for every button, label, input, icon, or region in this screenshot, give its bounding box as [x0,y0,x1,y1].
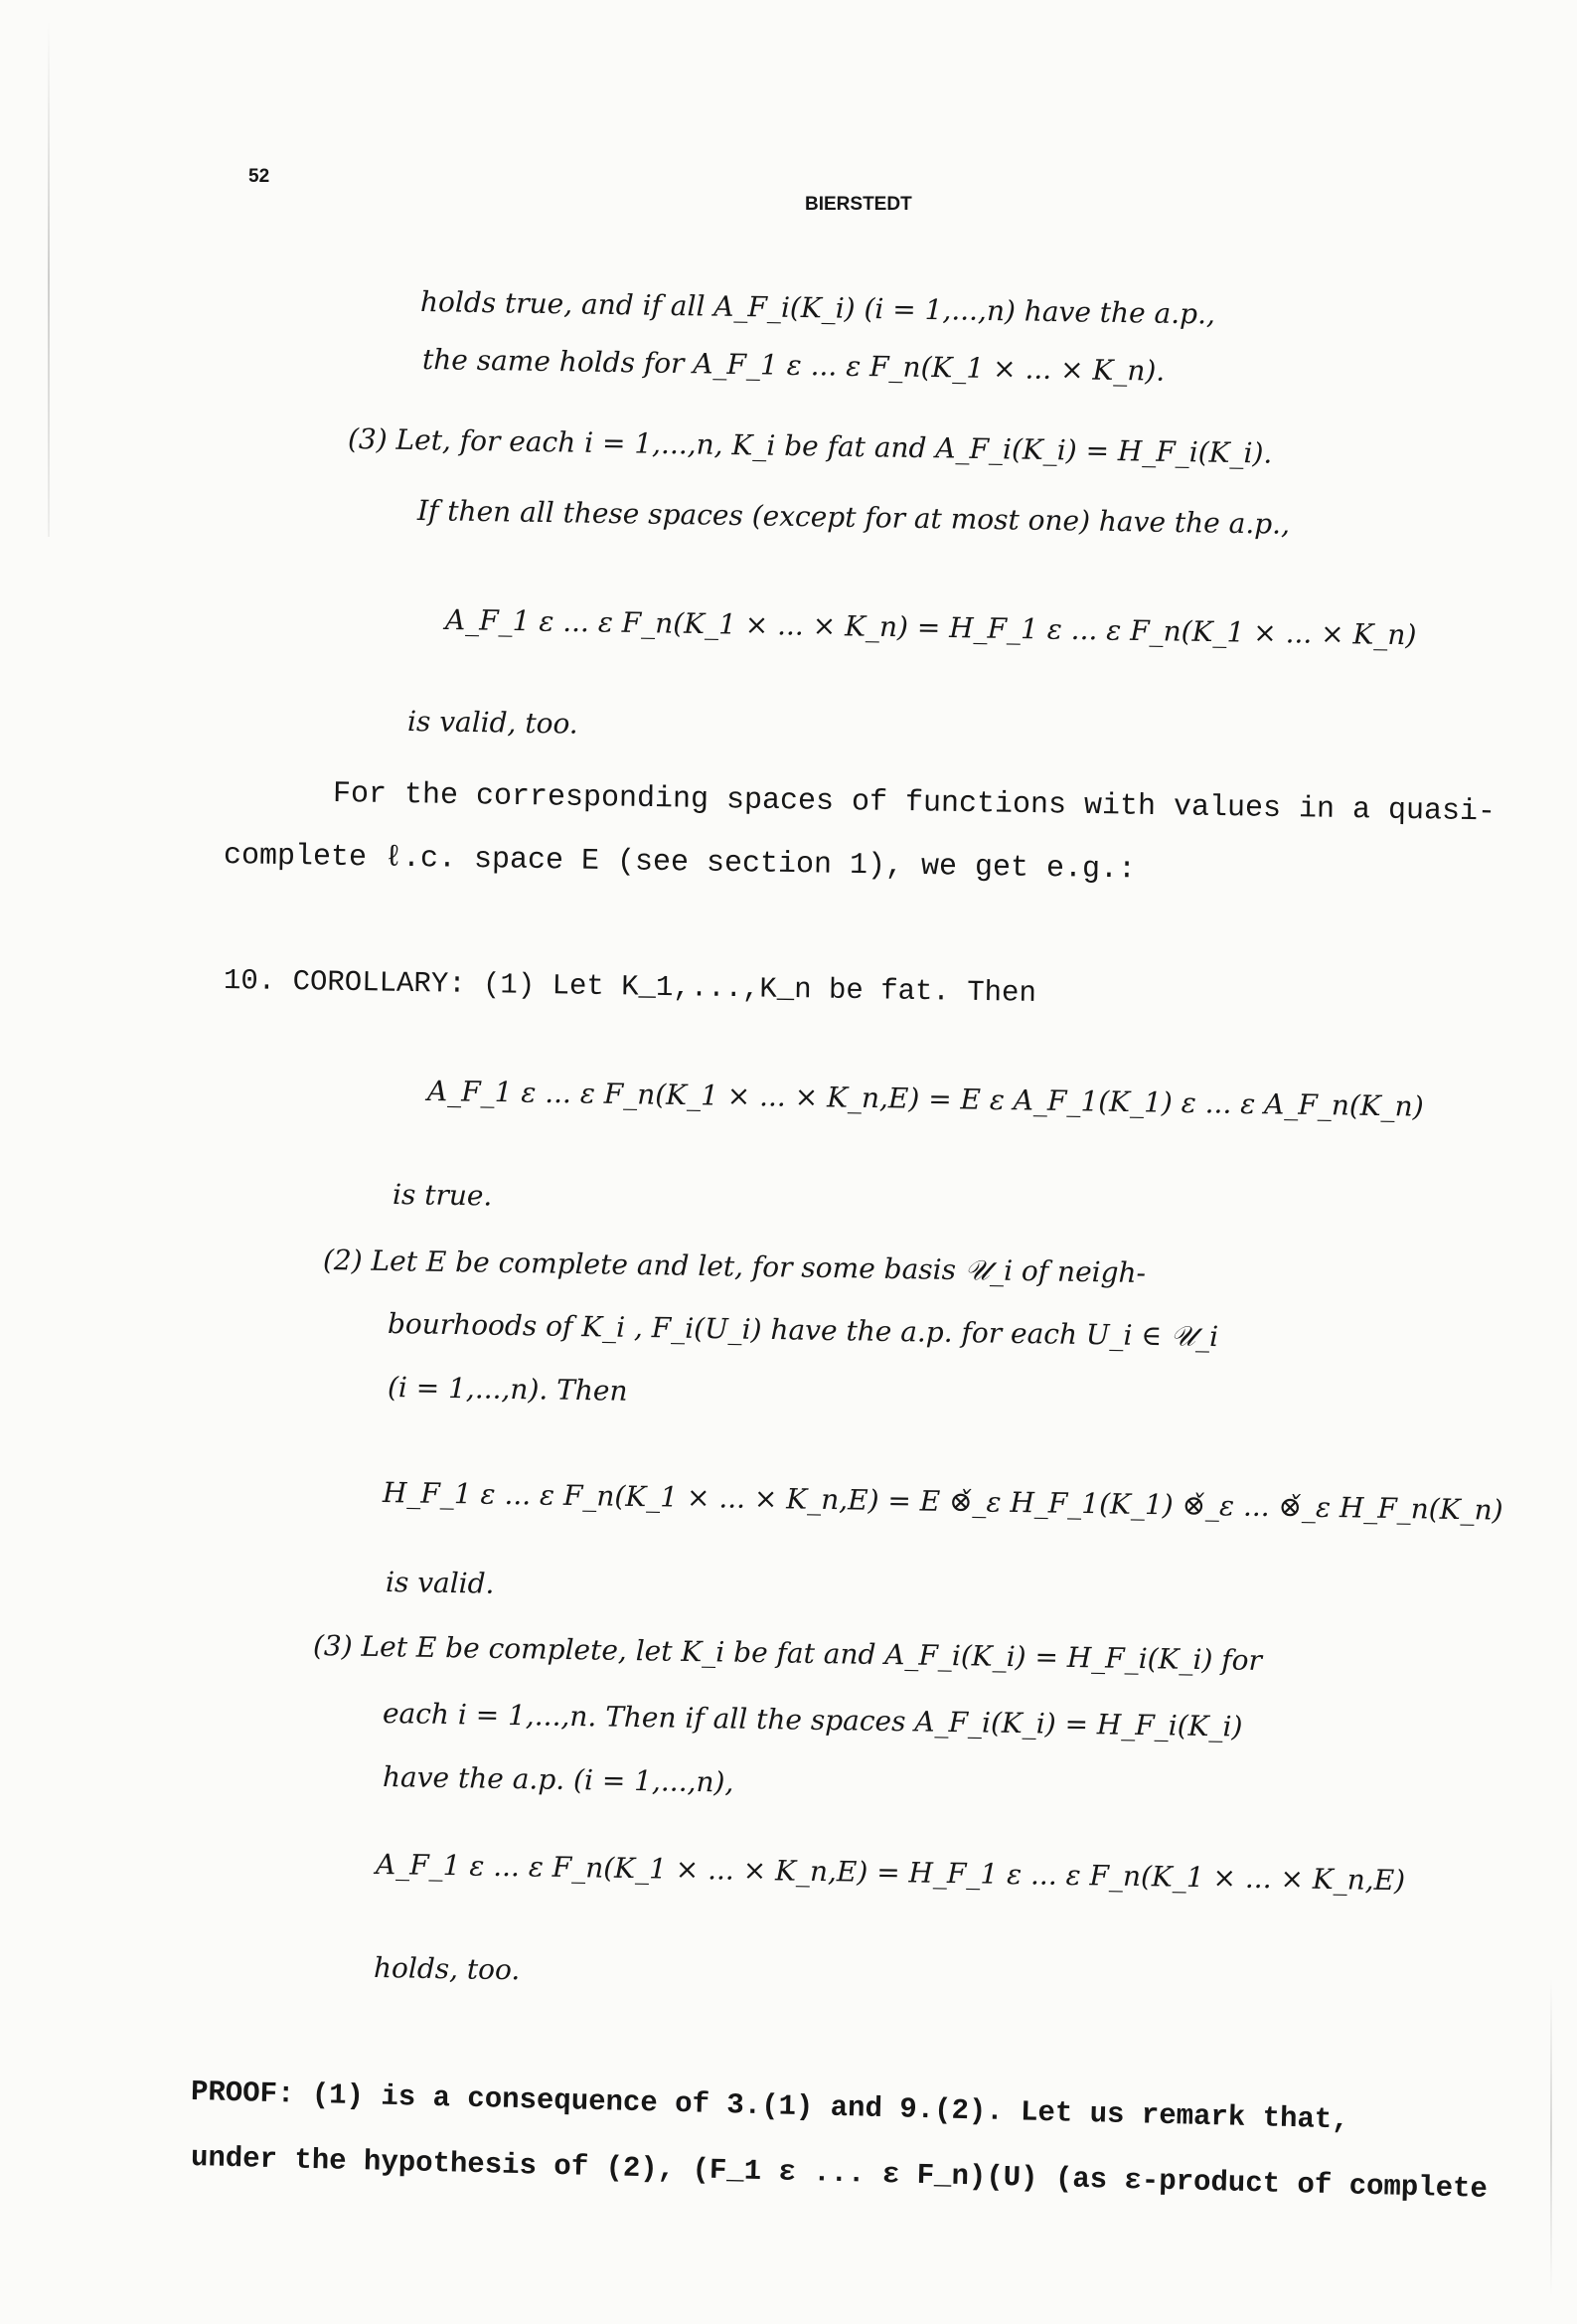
text-line: complete ℓ.c. space E (see section 1), we get e.g.: [223,839,1137,888]
text-line: each i = 1,...,n. Then if all the spaces A_F_i(K_i) = H_F_i(K_i) [382,1697,1243,1743]
scan-edge-mark [1550,1978,1552,2296]
formula-line: A_F_1 ε ... ε F_n(K_1 × ... × K_n,E) = H_F_1 ε ... ε F_n(K_1 × ... × K_n,E) [375,1848,1406,1898]
formula-line: A_F_1 ε ... ε F_n(K_1 × ... × K_n,E) = E ε A_F_1(K_1) ε ... ε A_F_n(K_n) [426,1075,1424,1123]
text-line: (3) Let, for each i = 1,...,n, K_i be fat and A_F_i(K_i) = H_F_i(K_i). [347,422,1273,470]
text-line: bourhoods of K_i , F_i(U_i) have the a.p. for each U_i ∈ 𝒰_i [387,1307,1219,1354]
text-line: is true. [392,1178,493,1213]
text-line: holds true, and if all A_F_i(K_i) (i = 1,...,n) have the a.p., [419,285,1216,331]
text-line: is valid, too. [406,705,578,741]
text-line: is valid. [385,1566,495,1600]
text-line: If then all these spaces (except for at most one) have the a.p., [416,494,1291,541]
page-number: 52 [248,166,270,187]
text-line: the same holds for A_F_1 ε ... ε F_n(K_1 × ... × K_n). [421,343,1166,388]
text-line: holds, too. [373,1951,521,1987]
text-line: have the a.p. (i = 1,...,n), [382,1760,734,1799]
formula-line: A_F_1 ε ... ε F_n(K_1 × ... × K_n) = H_F_1 ε ... ε F_n(K_1 × ... × K_n) [444,603,1417,652]
text-line: (i = 1,...,n). Then [387,1371,628,1408]
proof-line: PROOF: (1) is a consequence of 3.(1) and 9.(2). Let us remark that, [190,2075,1350,2137]
proof-line: under the hypothesis of (2), (F_1 ε ... ε F_n)(U) (as ε-product of complete [190,2141,1489,2206]
scan-edge-mark [48,20,50,537]
corollary-heading: 10. COROLLARY: (1) Let K_1,...,K_n be fat. Then [223,964,1037,1010]
text-line: (3) Let E be complete, let K_i be fat and A_F_i(K_i) = H_F_i(K_i) for [312,1629,1263,1677]
running-title: BIERSTEDT [805,194,912,215]
formula-line: H_F_1 ε ... ε F_n(K_1 × ... × K_n,E) = E ⊗̌_ε H_F_1(K_1) ⊗̌_ε ... ⊗̌_ε H_F_n(K_n) [382,1476,1503,1527]
text-line: For the corresponding spaces of functions with values in a quasi- [332,777,1497,830]
text-line: (2) Let E be complete and let, for some basis 𝒰_i of neigh- [322,1244,1147,1290]
